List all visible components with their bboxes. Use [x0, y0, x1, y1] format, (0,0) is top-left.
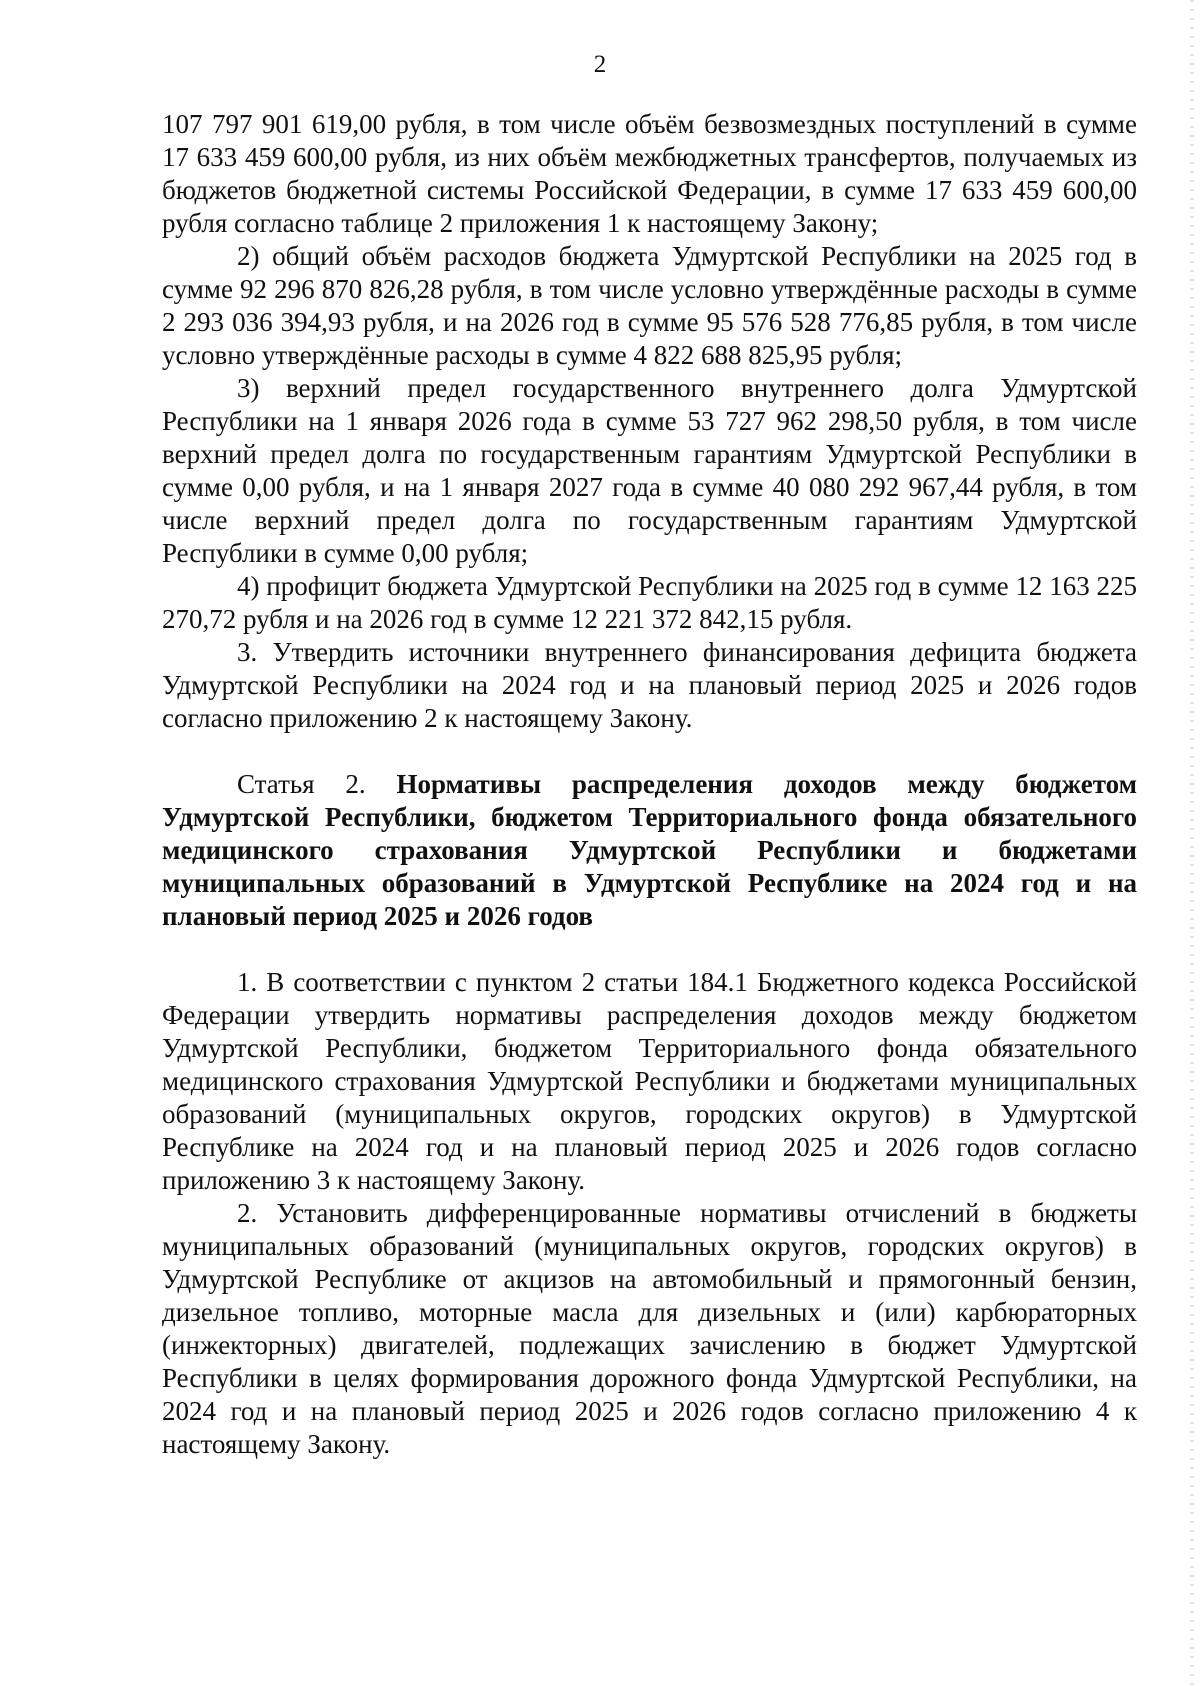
- continuation-paragraph: 107 797 901 619,00 рубля, в том числе объём безвозмездных поступлений в сумме 17 633 459 600,00 рубля, из них объём межбюджетных трансфертов, получаемых из бюджетов бюджетной системы Российской Федерации, в сумме 17 633 459 600,00 рубля согласно таблице 2 приложения 1 к настоящему Закону;: [162, 109, 1137, 238]
- article-paragraph-2: 2. Установить дифференцированные нормативы отчислений в бюджеты муниципальных образований (муниципальных округов, городских округов) в Удмуртской Республике от акцизов на автомобильный и прямогонный бензин, дизельное топливо, моторные масла для дизельных и (или) карбюраторных (инжекторных) двигателей, подлежащих зачислению в бюджет Удмуртской Республики в целях формирования дорожного фонда Удмуртской Республики, на 2024 год и на плановый период 2025 и 2026 годов согласно приложению 4 к настоящему Закону.: [162, 1198, 1137, 1459]
- article-heading: [162, 768, 1137, 933]
- clause-3-paragraph: 3. Утвердить источники внутреннего финансирования дефицита бюджета Удмуртской Республики на 2024 год и на плановый период 2025 и 2026 годов согласно приложению 2 к настоящему Закону.: [162, 637, 1137, 733]
- list-item-2: 2) общий объём расходов бюджета Удмуртской Республики на 2025 год в сумме 92 296 870 826,28 рубля, в том числе условно утверждённые расходы в сумме 2 293 036 394,93 рубля, и на 2026 год в сумме 95 576 528 776,85 рубля, в том числе условно утверждённые расходы в сумме 4 822 688 825,95 рубля;: [162, 241, 1137, 370]
- list-item-4: 4) профицит бюджета Удмуртской Республики на 2025 год в сумме 12 163 225 270,72 рубля и на 2026 год в сумме 12 221 372 842,15 рубля.: [162, 571, 1137, 634]
- page-number: 2: [593, 51, 607, 78]
- scan-edge-marks: [1190, 0, 1194, 1686]
- article-label: Статья 2.: [237, 769, 366, 799]
- article-title: Нормативы распределения доходов между бюджетом Удмуртской Республики, бюджетом Территориального фонда обязательного медицинского страхования Удмуртской Республики и бюджетами муниципальных образований в Удмуртской Республике на 2024 год и на плановый период 2025 и 2026 годов: [162, 769, 1137, 931]
- document-body: [162, 108, 1137, 1461]
- list-item-3: 3) верхний предел государственного внутреннего долга Удмуртской Республики на 1 января 2026 года в сумме 53 727 962 298,50 рубля, в том числе верхний предел долга по государственным гарантиям Удмуртской Республики в сумме 0,00 рубля, и на 1 января 2027 года в сумме 40 080 292 967,44 рубля, в том числе верхний предел долга по государственным гарантиям Удмуртской Республики в сумме 0,00 рубля;: [162, 373, 1137, 568]
- article-paragraph-1: 1. В соответствии с пунктом 2 статьи 184.1 Бюджетного кодекса Российской Федерации утвердить нормативы распределения доходов между бюджетом Удмуртской Республики, бюджетом Территориального фонда обязательного медицинского страхования Удмуртской Республики и бюджетами муниципальных образований (муниципальных округов, городских округов) в Удмуртской Республике на 2024 год и на плановый период 2025 и 2026 годов согласно приложению 3 к настоящему Закону.: [162, 967, 1137, 1195]
